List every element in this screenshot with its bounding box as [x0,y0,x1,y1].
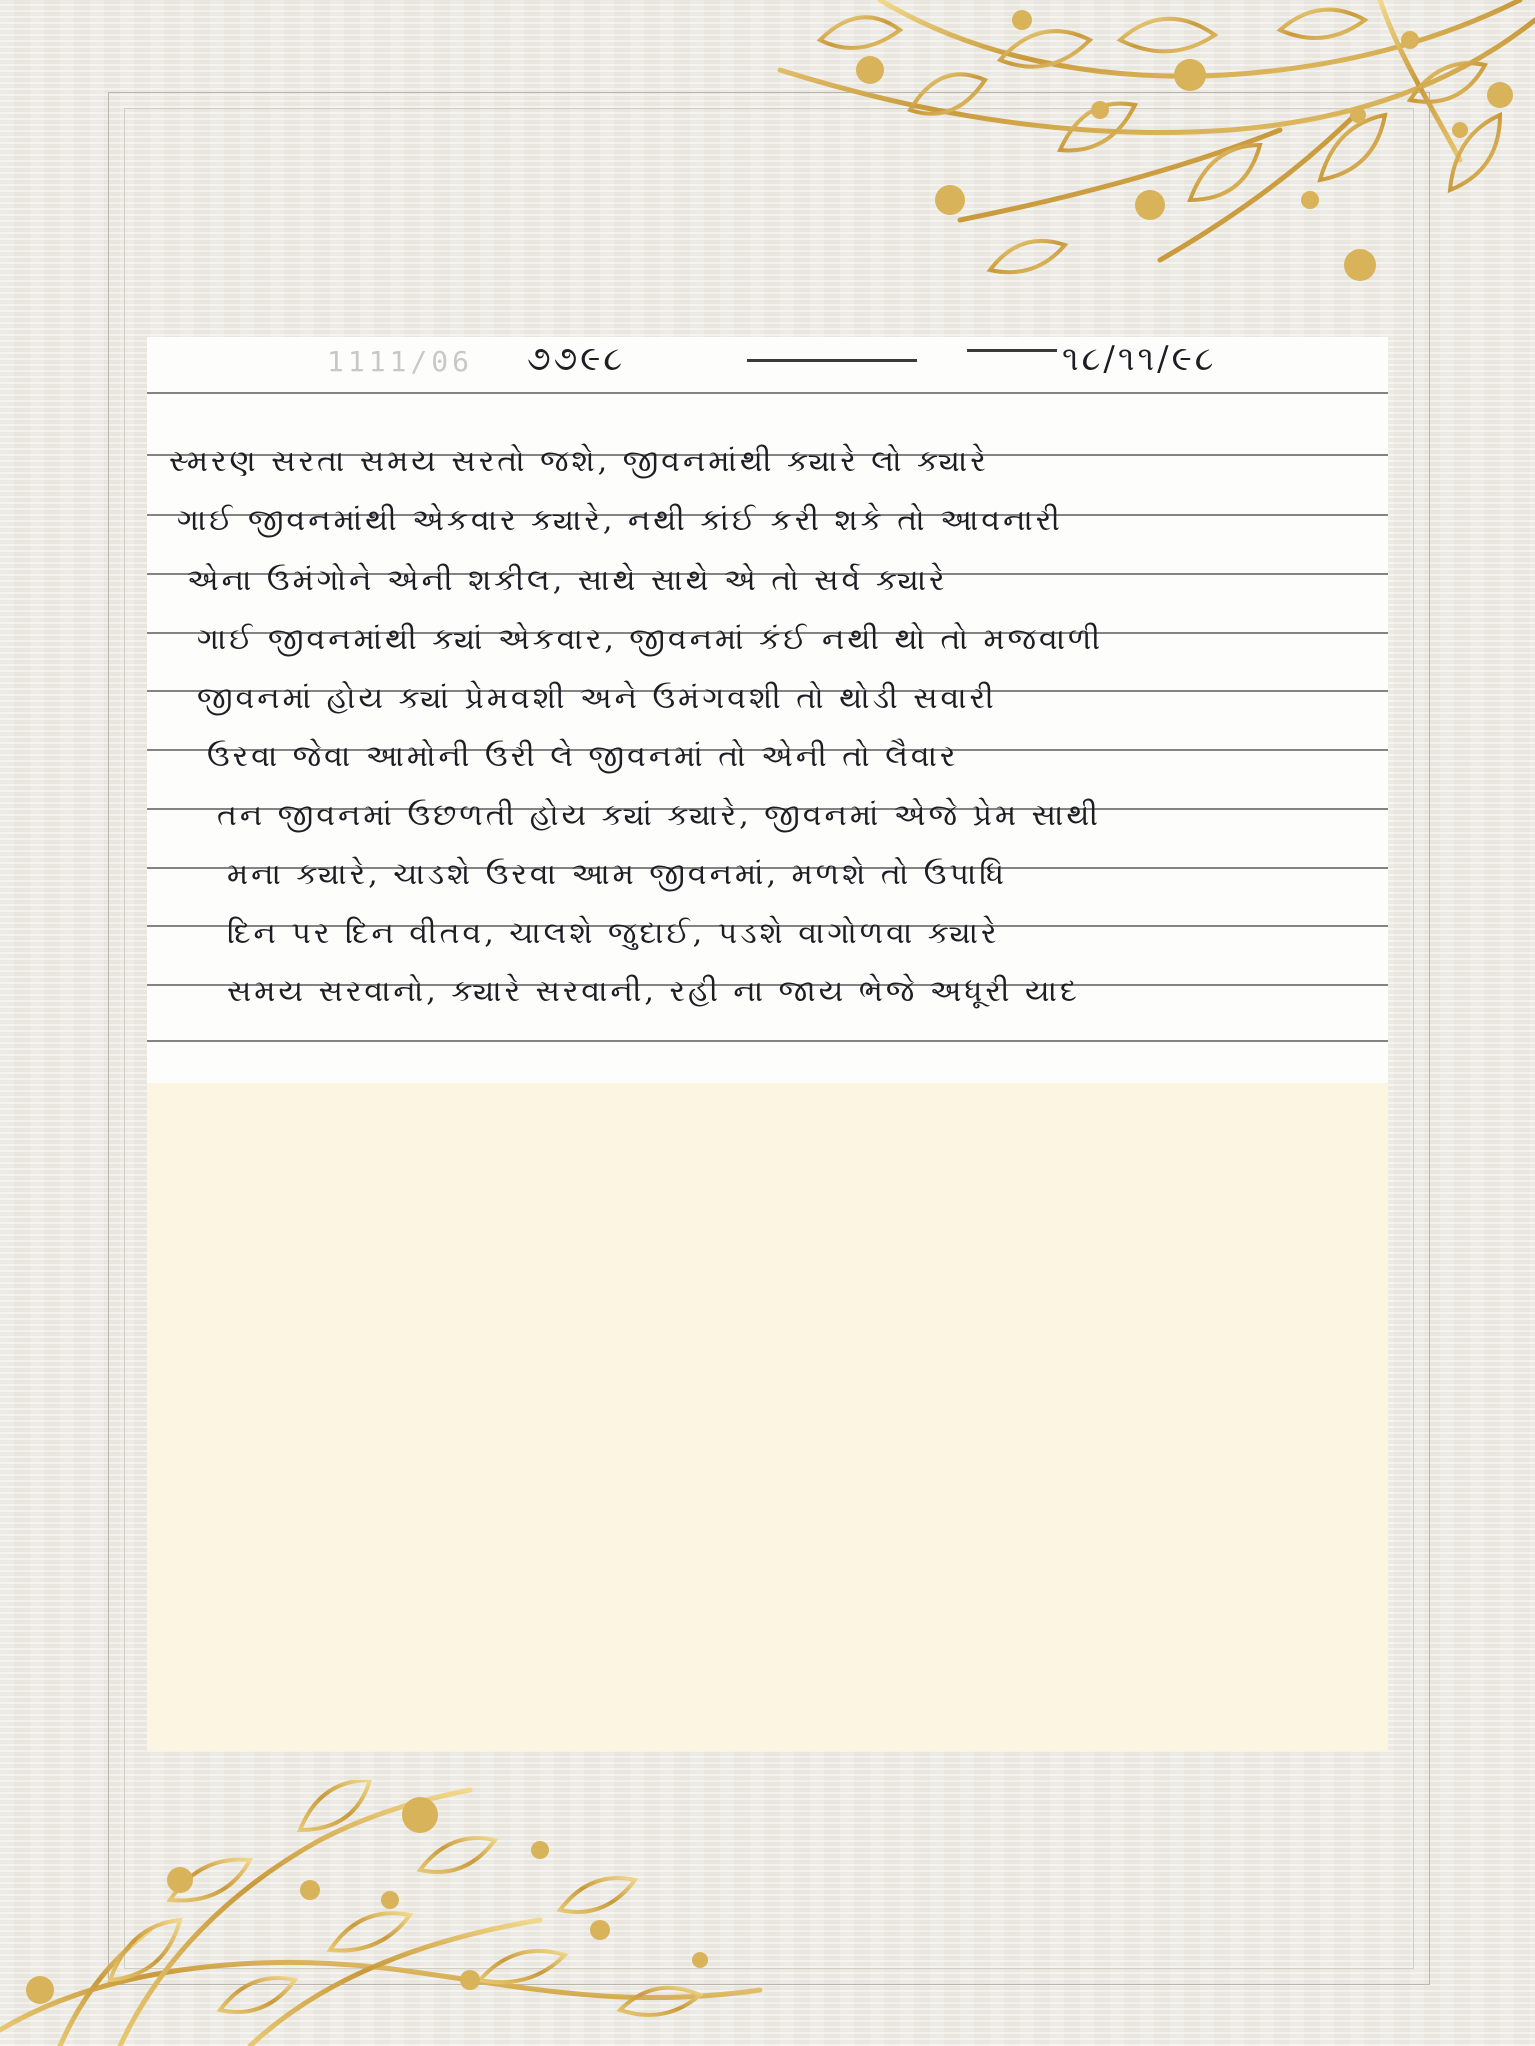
ruled-line [147,1040,1388,1042]
note-line: ગાઈ જીવનમાંથી ક્યાં એકવાર, જીવનમાં કંઈ નથી થો તો મજવાળી [197,622,1104,657]
note-line: ગાઈ જીવનમાંથી એકવાર ક્યારે, નથી કાંઈ કરી શકે તો આવનારી [177,503,1063,538]
note-line: સમય સરવાનો, ક્યારે સરવાની, રહી ના જાય ભેજે અધૂરી યાદ [227,974,1080,1009]
note-line: ઉરવા જેવા આમોની ઉરી લે જીવનમાં તો એની તો લૈવાર [207,739,959,774]
handwritten-note-photo [147,337,1388,1083]
note-line: એના ઉમંગોને એની શકીલ, સાથે સાથે એ તો સર્વ ક્યારે [187,563,948,598]
faded-print-through: 1111/06 [327,345,474,378]
gold-leaf-vine-top-right [760,0,1535,300]
note-line: જીવનમાં હોય ક્યાં પ્રેમવશી અને ઉમંગવશી તો થોડી સવારી [197,681,997,716]
header-dash [967,349,1057,352]
note-header-right: ૧૮/૧૧/૯૮ [1062,339,1217,379]
cream-blank-panel [147,1083,1388,1751]
note-line: મના ક્યારે, ચાડશે ઉરવા આમ જીવનમાં, મળશે તો ઉપાધિ [227,857,1008,892]
note-header-left: ૭૭૯૮ [527,339,626,379]
ruled-line [147,392,1388,394]
note-line: તન જીવનમાં ઉછળતી હોય ક્યાં ક્યારે, જીવનમાં એજે પ્રેમ સાથી [217,798,1101,833]
note-line: સ્મરણ સરતા સમય સરતો જશે, જીવનમાંથી ક્યારે લો ક્યારે [169,444,989,479]
header-dash [747,359,917,362]
gold-leaf-vine-bottom-left [0,1780,800,2046]
note-line: દિન પર દિન વીતવ, ચાલશે જુદાઈ, પડશે વાગોળવા ક્યારે [227,916,1000,951]
